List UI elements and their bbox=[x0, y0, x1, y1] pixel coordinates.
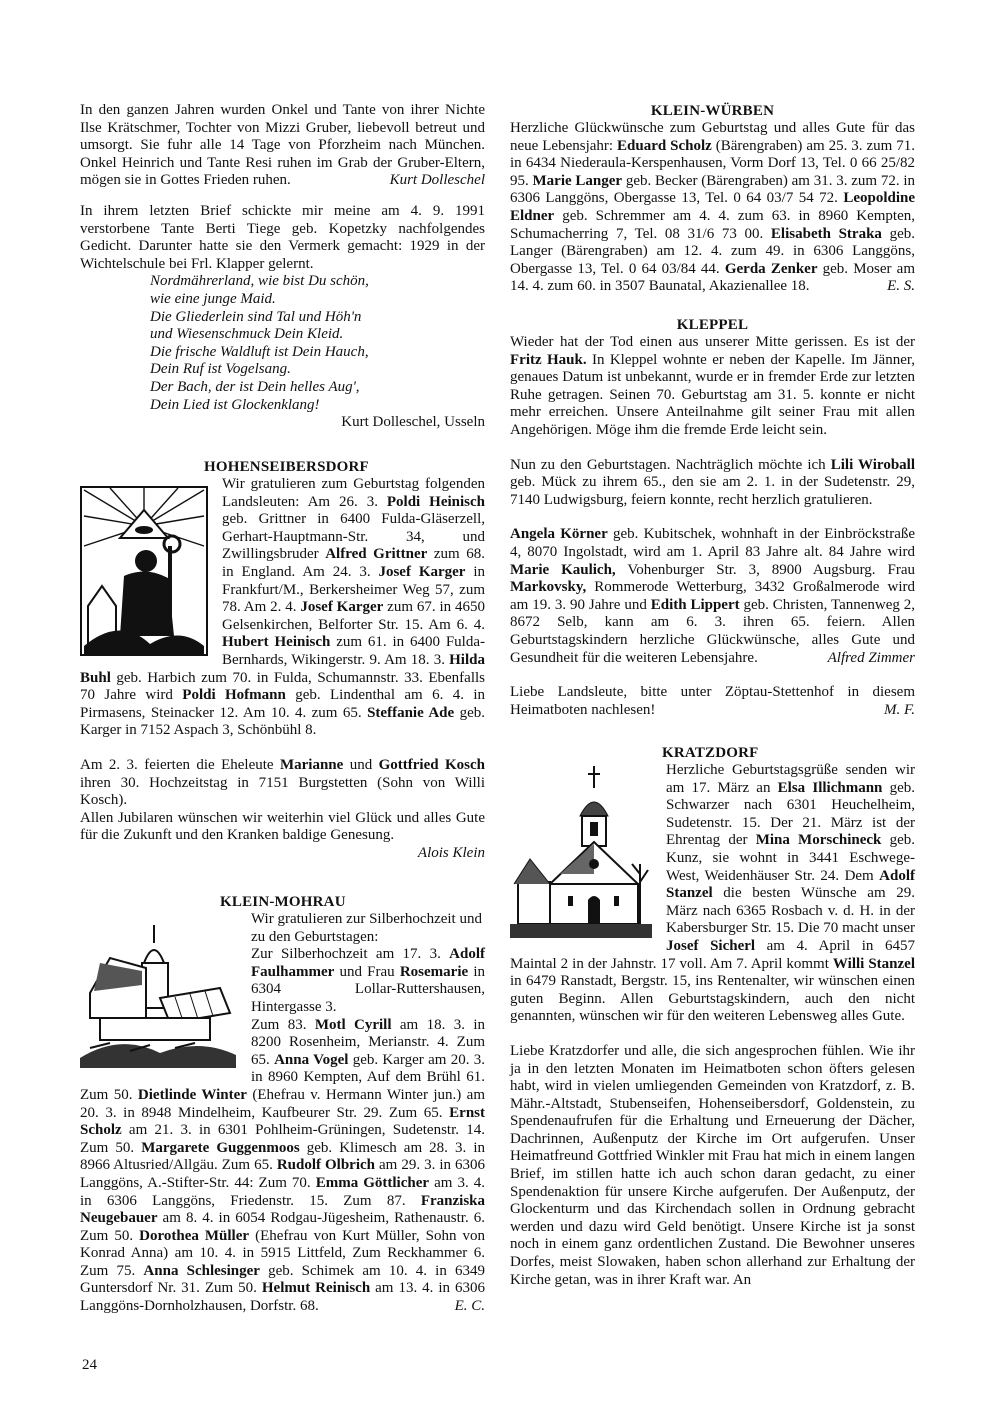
text-run: in 6304 Lollar-Ruttershausen, Hintergasse 3. bbox=[251, 963, 485, 1015]
text-run: geb. Mück zu ihrem 65., den sie am 2. 1. in der Sudetenstr. 29, 7140 Ludwigsburg, feiern konnte, recht herzlich gratulieren. bbox=[510, 474, 915, 508]
klein-wuerben-paragraph bbox=[510, 120, 915, 296]
zoeptau-notice-paragraph bbox=[510, 684, 915, 719]
text-run: (Ehefrau v. Hermann Winter jun.) am 20. 3. in 8948 Mindelheim, Kaufbeurer Str. 29. Zum 65. bbox=[80, 1086, 486, 1121]
text-run: Liebe Landsleute, bitte unter Zöptau-Stettenhof in diesem Heimatboten nachlesen! bbox=[510, 684, 915, 718]
text-run: Vohenburger Str. 3, 8900 Augsburg. Frau bbox=[615, 561, 915, 578]
text-run: geb. Moser am 14. 4. zum 60. in 3507 Baunatal, Akazienallee 18. bbox=[510, 260, 915, 295]
person-name: Anna Vogel bbox=[274, 1051, 349, 1068]
text-run: Rommerode Wetterburg, 3432 Großalmerode wird am 19. 3. 90 Jahre und bbox=[510, 579, 915, 613]
church-illustration bbox=[80, 923, 237, 1073]
poem-line: Die frische Waldluft ist Dein Hauch, bbox=[150, 343, 369, 360]
person-name: Markovsky, bbox=[510, 579, 587, 596]
text-run: geb. Klimesch am 28. 3. in 8966 Altusried/Allgäu. Zum 65. bbox=[80, 1139, 485, 1174]
person-name: Dietlinde Winter bbox=[137, 1086, 247, 1103]
person-name: Willi Stanzel bbox=[832, 955, 915, 972]
signature: E. S. bbox=[887, 278, 915, 295]
text-run: am 29. 3. in 6306 Langgöns, A.-Stifter-Str. 44: Zum 70. bbox=[80, 1157, 486, 1191]
text-run: geb. Karger am 20. 3. in 8960 Kempten, Auf dem Brühl 61. Zum 50. bbox=[80, 1051, 486, 1103]
text-run: geb. Kunz, sie wohnt in 3441 Eschwege-West, Weidenhäuser Str. 24. Dem bbox=[666, 832, 915, 884]
poem-line: und Wiesenschmuck Dein Kleid. bbox=[150, 326, 344, 343]
person-name: Mina Morschineck bbox=[755, 832, 882, 849]
poem bbox=[150, 273, 485, 414]
text-run: geb. Grittner in 6400 Fulda-Gläserzell, Gerhart-Hauptmann-Str. 34, und Zwillingsbruder bbox=[222, 511, 485, 563]
person-name: Alfred Grittner bbox=[325, 546, 428, 563]
person-name: Marie Kaulich, bbox=[510, 561, 616, 578]
person-name: Dorothea Müller bbox=[139, 1227, 250, 1244]
text-run: die besten Wünsche am 29. März nach 6365 Rosbach v. d. H. in der Kabersburger Str. 15. Die 70 macht unser bbox=[666, 885, 915, 937]
chapel-illustration bbox=[510, 764, 652, 940]
signature: Alois Klein bbox=[417, 844, 485, 861]
kosch-anniversary-paragraph bbox=[80, 757, 485, 810]
section-klein-wuerben bbox=[510, 102, 915, 296]
birthdays-paragraph bbox=[510, 526, 915, 667]
person-name: Leopoldine Eldner bbox=[510, 190, 915, 224]
text-run: zum 67. in 4650 Gelsenkirchen, Belforter Str. 15. Am 6. 4. bbox=[222, 599, 485, 633]
text-run: geb. Christen, Tannenweg 2, 8672 Selb, kann am 6. 3. ihren 65. feiern. Allen Geburtstagskindern herzliche Glückwünsche, alles Gute und Gesundheit für die weiteren Lebensjahre. bbox=[510, 596, 916, 666]
person-name: Anna Schlesinger bbox=[143, 1262, 260, 1279]
text-run: geb. Schimek am 10. 4. in 6349 Guntersdorf Nr. 31. Zum 50. bbox=[80, 1262, 485, 1297]
text-run: Allen Jubilaren wünschen wir weiterhin viel Glück und alles Gute für die Zukunft und den Kranken baldige Genesung. bbox=[80, 809, 485, 844]
text-run: und Frau bbox=[334, 963, 400, 980]
signature: M. F. bbox=[884, 701, 915, 718]
obituary-paragraph bbox=[80, 102, 485, 190]
person-name: Gerda Zenker bbox=[724, 260, 818, 277]
text-run: zum 61. in 6400 Fulda-Bernhards, Wikingerstr. 9. Am 18. 3. bbox=[222, 634, 485, 668]
text-run: am 13. 4. in 6306 Langgöns-Dornholzhausen, Dorfstr. 68. bbox=[80, 1280, 485, 1315]
text-run: in Frankfurt/M., Berkersheimer Weg 57, zum 78. Am 2. 4. bbox=[222, 563, 486, 616]
text-run: ihren 30. Hochzeitstag in 7151 Burgstetten (Sohn von Willi Kosch). bbox=[80, 774, 485, 809]
section-heading: KLEPPEL bbox=[676, 317, 749, 333]
text-run: am 8. 4. in 6054 Rodgau-Jügesheim, Rathenaustr. 6. Zum 50. bbox=[80, 1210, 485, 1244]
person-name: Marie Langer bbox=[532, 172, 623, 189]
person-name: Elsa Illichmann bbox=[777, 779, 883, 796]
section-heading: KLEIN-WÜRBEN bbox=[650, 103, 775, 119]
wishes-paragraph bbox=[80, 810, 485, 845]
person-name: Ernst Scholz bbox=[80, 1104, 485, 1139]
text-run: Am 2. 3. feierten die Eheleute bbox=[80, 756, 280, 773]
section-hohenseibersdorf bbox=[80, 458, 485, 862]
person-name: Poldi Heinisch bbox=[386, 493, 485, 510]
person-name: Hubert Heinisch bbox=[222, 634, 331, 651]
text-run: Herzliche Geburtstagsgrüße senden wir am 17. März an bbox=[666, 762, 915, 796]
person-name: Edith Lippert bbox=[650, 596, 740, 613]
person-name: Lili Wiroball bbox=[830, 456, 915, 473]
section-heading: KLEIN-MOHRAU bbox=[220, 894, 346, 910]
kleppel-birthdays-paragraph bbox=[510, 457, 915, 510]
text-run: geb. Lindenthal am 6. 4. in Pirmasens, Steinacker 12. Am 10. 4. zum 65. bbox=[80, 687, 485, 721]
person-name: Eduard Scholz bbox=[617, 137, 712, 154]
person-name: Marianne bbox=[279, 756, 344, 773]
text-run: geb. Kubitschek, wohnhaft in der Einbröckstraße 4, 8070 Ingolstadt, wird am 1. April 83 Jahre alt. 84 Jahre wird bbox=[510, 526, 916, 560]
text-run: Liebe Kratzdorfer und alle, die sich angesprochen fühlen. Wie ihr ja in den letzten Monaten im Heimatboten schon öfters gelesen habt, wird in vielen umliegenden Gemeinden von Kratzdorf, z. B. Mähr.-Altstadt, Stubenseifen, Hohenseibersdorf, Goldenstein, zu Spendenaufrufen für die Erhaltung und Erneuerung der Dächer, Dachrinnen, Außenputz der Kirche im Ort aufgerufen. Unser Heimatfreund Gottfried Winkler mit Frau hat mich in einem langen Brief, im stillen hatte ich auch schon daran gedacht, zu einer Spendenaktion für unsere Kirche aufgerufen. Der Außenputz, der Glockenturm und das Kirchendach sollen in Ordnung gebracht werden und dazu wird Geld benötigt. Unsere Kirche ist ja sonst noch in einem ganz ordentlichen Zustand. Die Bewohner unseres Dorfes, meist Slowaken, haben schon allerhand zur Erhaltung der Kirche getan, was in ihrer Kraft war. An bbox=[510, 1042, 915, 1288]
text-run: In den ganzen Jahren wurden Onkel und Tante von ihrer Nichte Ilse Krätschmer, Tochter von Mizzi Gruber, liebevoll betreut und umsorgt. Sie fuhr alle 14 Tage von Pforzheim nach München. Onkel Heinrich und Tante Resi ruhen im Grab der Gruber-Eltern, mögen sie in Gottes Frieden ruhen. bbox=[80, 102, 485, 189]
text-run: In ihrem letzten Brief schickte mir meine am 4. 9. 1991 verstorbene Tante Berti Tiege geb. Kopetzky nachfolgendes Gedicht. Darunter hatte sie den Vermerk gemacht: 1929 in der Wichtelschule bei Frl. Klapper gelernt. bbox=[80, 203, 485, 272]
section-klein-mohrau bbox=[80, 893, 485, 1316]
church-donation-paragraph bbox=[510, 1043, 915, 1289]
poem-line: Nordmährerland, wie bist Du schön, bbox=[150, 273, 369, 290]
text-run: am 4. April in 6457 Maintal 2 in der Jahnstr. 17 voll. Am 7. April kommt bbox=[510, 937, 916, 972]
signature: Kurt Dolleschel bbox=[389, 172, 485, 189]
text-run: geb. Harbich zum 70. in Fulda, Schumannstr. 33. Ebenfalls 70 Jahre wird bbox=[80, 669, 485, 704]
poem-signature: Kurt Dolleschel, Usseln bbox=[341, 414, 485, 431]
kleppel-obituary-paragraph bbox=[510, 334, 915, 440]
woodcut-saint-illustration bbox=[80, 486, 208, 656]
section-kleppel bbox=[510, 316, 915, 719]
person-name: Poldi Hofmann bbox=[182, 687, 286, 704]
letter-paragraph bbox=[80, 203, 485, 273]
signature: E. C. bbox=[454, 1298, 485, 1315]
text-run: geb. Schwarzer nach 6301 Heuchelheim, Sudetenstr. 15. Der 21. März ist der Ehrentag der bbox=[666, 779, 915, 849]
person-name: Hilda Buhl bbox=[80, 651, 485, 686]
person-name: Motl Cyrill bbox=[314, 1016, 392, 1033]
text-run: in 6479 Ranstadt, Bergstr. 15, ins Rentenalter, wir wünschen einen guten Beginn. Allen Geburtstagskindern, auch den nicht genannten, wünschen wir für den weiteren Lebensweg alles Gute. bbox=[510, 973, 915, 1025]
person-name: Rosemarie bbox=[399, 963, 469, 980]
text-run: (Bärengraben) am 25. 3. zum 71. in 6434 Niederaula-Kerspenhausen, Vorm Dorf 13, Tel. 0 66 25/82 95. bbox=[510, 137, 916, 189]
section-heading: HOHENSEIBERSDORF bbox=[204, 459, 369, 475]
text-run: Wir gratulieren zum Geburtstag folgenden Landsleuten: Am 26. 3. bbox=[222, 476, 485, 510]
person-name: Josef Karger bbox=[378, 563, 466, 580]
person-name: Rudolf Olbrich bbox=[276, 1157, 376, 1174]
poem-line: Dein Lied ist Glockenklang! bbox=[150, 396, 320, 413]
section-heading: KRATZDORF bbox=[662, 745, 759, 761]
text-run: geb. Karger in 7152 Aspach 3, Schönbühl 8. bbox=[80, 704, 485, 739]
person-name: Angela Körner bbox=[510, 526, 608, 543]
person-name: Fritz Hauk. bbox=[510, 351, 587, 368]
letter-section bbox=[80, 203, 485, 432]
poem-line: wie eine junge Maid. bbox=[150, 290, 276, 307]
text-run: geb. Langer (Bärengraben) am 12. 4. zum 49. in 6306 Langgöns, Obergasse 13, Tel. 0 64 03/84 44. bbox=[510, 225, 915, 277]
text-run: am 21. 3. in 6301 Pohlheim-Grüningen, Sudetenstr. 14. Zum 50. bbox=[80, 1122, 485, 1156]
person-name: Elisabeth Straka bbox=[770, 225, 882, 242]
person-name: Josef Sicherl bbox=[666, 937, 756, 954]
person-name: Margarete Guggenmoos bbox=[141, 1139, 300, 1156]
page-number: 24 bbox=[82, 1357, 97, 1373]
text-run: am 3. 4. in 6306 Langgöns, Friedenstr. 15. Zum 87. bbox=[80, 1174, 485, 1209]
person-name: Adolf Faulhammer bbox=[251, 946, 485, 980]
person-name: Emma Göttlicher bbox=[315, 1174, 430, 1191]
person-name: Adolf Stanzel bbox=[666, 867, 915, 902]
text-run: Wieder hat der Tod einen aus unserer Mitte gerissen. Es ist der bbox=[510, 334, 915, 350]
text-run: (Ehefrau von Kurt Müller, Sohn von Konrad Anna) am 10. 4. in 5915 Littfeld, Zum Reckhammer 6. Zum 75. bbox=[80, 1227, 485, 1279]
poem-line: Die Gliederlein sind Tal und Höh'n bbox=[150, 308, 362, 325]
text-run: geb. Becker (Bärengraben) am 31. 3. zum 72. in 6306 Langgöns, Obergasse 13, Tel. 0 64 03/7 54 72. bbox=[510, 172, 915, 207]
obituary-section bbox=[80, 102, 485, 190]
section-kratzdorf bbox=[510, 744, 915, 1289]
text-run: Nun zu den Geburtstagen. Nachträglich möchte ich bbox=[510, 456, 831, 473]
poem-line: Der Bach, der ist Dein helles Aug', bbox=[150, 378, 360, 395]
text-run: Zum 83. bbox=[251, 1016, 315, 1033]
person-name: Gottfried Kosch bbox=[378, 756, 485, 773]
text-run: zum 68. in England. Am 24. 3. bbox=[222, 546, 486, 580]
text-run: geb. Schremmer am 4. 4. zum 63. in 8960 Kempten, Schumacherring 7, Tel. 08 31/6 73 00. bbox=[510, 207, 915, 242]
text-run: Wir gratulieren zur Silberhochzeit und zu den Geburtstagen: bbox=[251, 911, 482, 945]
text-run: Herzliche Glückwünsche zum Geburtstag und alles Gute für das neue Lebensjahr: bbox=[510, 120, 915, 154]
text-run: am 18. 3. in 8200 Rosenheim, Merianstr. 4. Zum 65. bbox=[251, 1016, 485, 1068]
signature: Alfred Zimmer bbox=[827, 649, 915, 666]
person-name: Steffanie Ade bbox=[367, 704, 455, 721]
poem-line: Dein Ruf ist Vogelsang. bbox=[150, 361, 291, 378]
person-name: Helmut Reinisch bbox=[261, 1280, 371, 1297]
person-name: Franziska Neugebauer bbox=[80, 1192, 485, 1227]
text-run: und bbox=[343, 756, 379, 773]
person-name: Josef Karger bbox=[300, 599, 384, 616]
text-run: In Kleppel wohnte er neben der Kapelle. Im Jänner, genaues Datum ist unbekannt, wurde er in fremder Erde zur letzten Ruhe getragen. Seinen 70. Geburtstag am 31. 5. konnte er nicht mehr erreichen. Unsere Anteilnahme gilt seiner Frau mit allen Angehörigen. Möge ihm die fremde Erde leicht sein. bbox=[510, 351, 915, 438]
text-run: Zur Silberhochzeit am 17. 3. bbox=[251, 946, 450, 963]
